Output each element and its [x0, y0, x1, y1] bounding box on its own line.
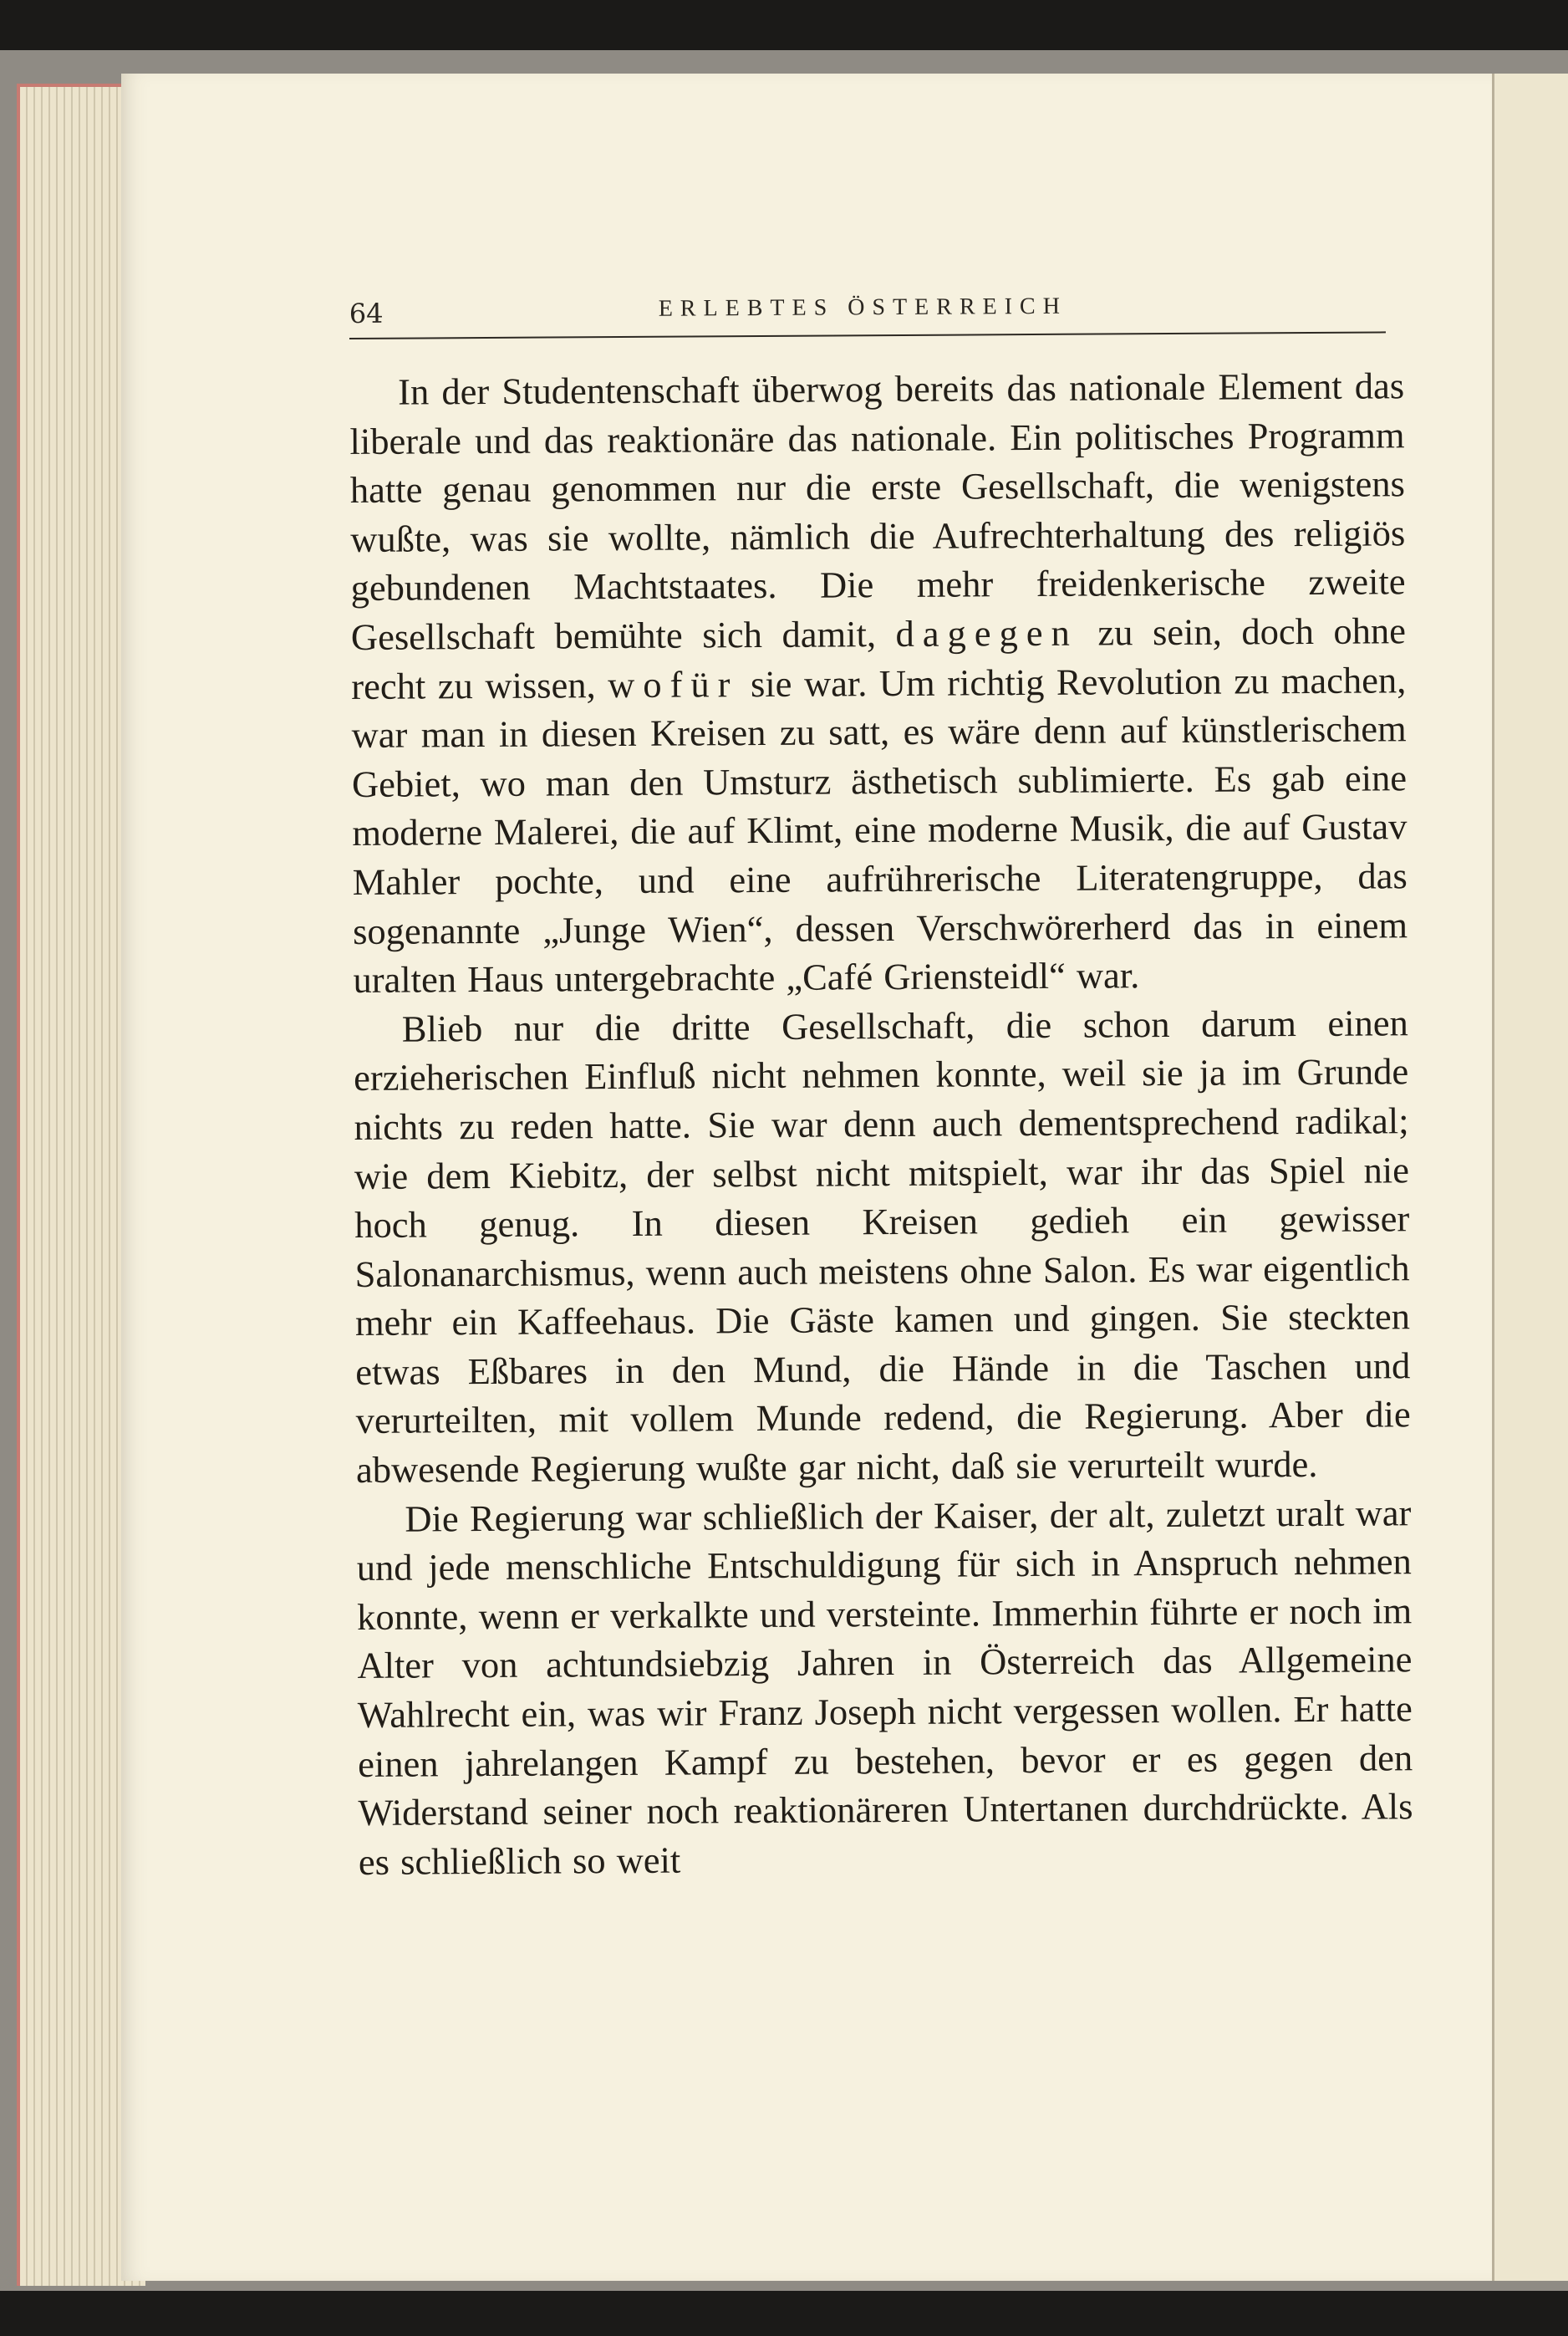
paragraph-2: Blieb nur die dritte Gesellschaft, die schon darum einen erzieherischen Einfluß nicht nehmen konnte, weil sie ja im Grunde nichts zu reden hatte. Sie war denn auch dementsprechend radikal; wie dem Kiebitz, der selbst nicht mitspielt, war ihr das Spiel nie hoch genug. In diesen Kreisen gedieh ein gewisser Salonanarchismus, wenn auch meistens ohne Salon. Es war eigentlich mehr ein Kaffeehaus. Die Gäste kamen und gingen. Sie steckten etwas Eßbares in den Mund, die Hände in die Taschen und verurteilten, mit vollem Munde redend, die Regierung. Aber die abwesende Regierung wußte gar nicht, daß sie verurteilt wurde.: [354, 1001, 1411, 1492]
running-head: ERLEBTES ÖSTERREICH: [658, 293, 1067, 322]
paragraph-1-part-c: sie war. Um richtig Revolution zu machen, war man in diesen Kreisen zu satt, es wäre denn auf künstlerischem Gebiet, wo man den Umsturz ästhetisch sublimierte. Es gab eine moderne Malerei, die auf Klimt, eine moderne Musik, die auf Gustav Mahler pochte, und eine aufrührerische Literatengruppe, das sogenannte „Junge Wien“, dessen Verschwörerherd das in einem uralten Haus untergebrachte „Café Griensteidl“ war.: [351, 658, 1408, 1002]
paragraph-1: [349, 361, 1408, 1004]
emphasis-dagegen: dagegen: [895, 611, 1078, 655]
page-header: [349, 284, 1386, 339]
page-number: 64: [349, 297, 384, 330]
paragraph-1-part-a: In der Studentenschaft überwog bereits das nationale Element das liberale und das reaktionäre das nationale. Ein politisches Programm hatte genau genommen nur die erste Gesellschaft, die wenigstens wußte, was sie wollte, nämlich die Aufrechterhaltung des religiös gebundenen Machtstaates. Die mehr freidenkerische zweite Gesellschaft bemühte sich damit,: [349, 365, 1406, 658]
paragraph-3: Die Regierung war schließlich der Kaiser, der alt, zuletzt uralt war und jede menschliche Entschuldigung für sich in Anspruch nehmen konnte, wenn er verkalkte und versteinte. Immerhin führte er noch im Alter von achtundsiebzig Jahren in Österreich das Allgemeine Wahlrecht ein, was wir Franz Joseph nicht vergessen wollen. Er hatte einen jahrelangen Kampf zu bestehen, bevor er es gegen den Widerstand seiner noch reaktionäreren Untertanen durchdrückte. Als es schließlich so weit: [356, 1491, 1413, 1883]
emphasis-wofuer: wofür: [608, 662, 739, 706]
body-text: [349, 361, 1413, 1886]
facing-page-edge: [1492, 74, 1568, 2281]
paragraph-1-part-b: zu sein, doch ohne recht zu wissen,: [351, 610, 1407, 707]
